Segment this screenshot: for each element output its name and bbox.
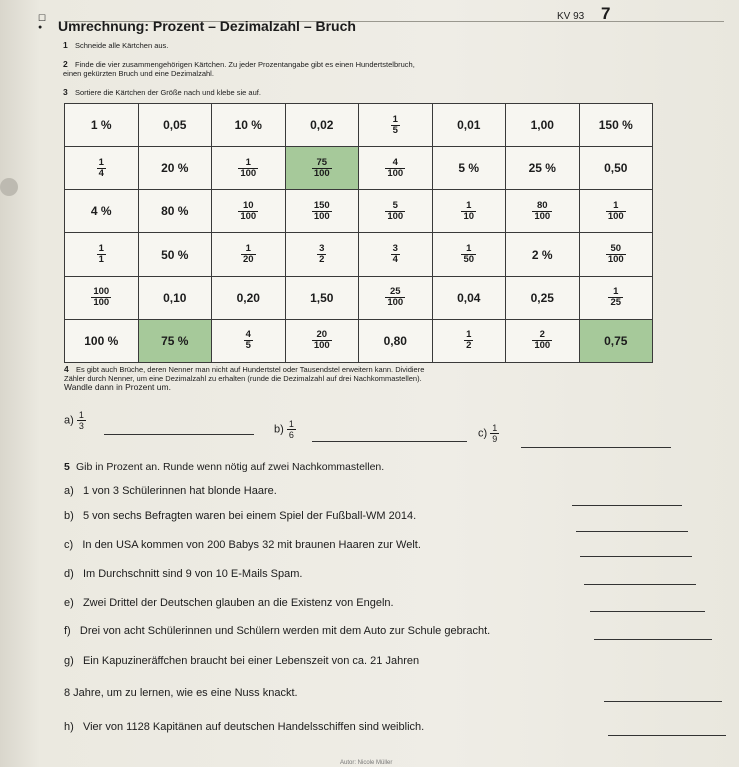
numerator: 1 bbox=[466, 329, 472, 341]
fraction bbox=[385, 201, 405, 222]
card-cell[interactable]: 1,00 bbox=[506, 104, 580, 147]
card-cell[interactable] bbox=[65, 276, 139, 319]
card-cell[interactable]: 10 % bbox=[212, 104, 286, 147]
task4-item-b: b) $\frac{1}{6}$ bbox=[274, 419, 294, 440]
denominator: 100 bbox=[387, 297, 404, 309]
numerator: 10 bbox=[242, 199, 254, 211]
card-table bbox=[64, 103, 653, 363]
fraction bbox=[461, 244, 476, 265]
card-row bbox=[65, 190, 653, 233]
numerator: 4 bbox=[245, 329, 251, 341]
numerator: 100 bbox=[93, 286, 110, 298]
numerator: 75 bbox=[316, 156, 328, 168]
card-cell[interactable] bbox=[432, 319, 506, 362]
denominator: 4 bbox=[392, 254, 398, 266]
task5-item-e: e) Zwei Drittel der Deutschen glauben an die Existenz von Engeln. bbox=[64, 597, 394, 609]
denominator: 100 bbox=[607, 210, 624, 222]
task5-item-d: d) Im Durchschnitt sind 9 von 10 E-Mails Spam. bbox=[64, 568, 303, 580]
answer-line-5g[interactable] bbox=[604, 701, 722, 702]
card-cell[interactable]: 150 % bbox=[579, 104, 653, 147]
card-cell[interactable]: 0,75 bbox=[579, 319, 653, 362]
task-5: 5 Gib in Prozent an. Runde wenn nötig auf zwei Nachkommastellen. bbox=[64, 461, 385, 473]
answer-line-5e[interactable] bbox=[590, 611, 705, 612]
numerator: 20 bbox=[316, 329, 328, 341]
denominator: 100 bbox=[313, 210, 330, 222]
card-cell[interactable]: 0,50 bbox=[579, 147, 653, 190]
card-cell[interactable]: 0,80 bbox=[359, 319, 433, 362]
card-cell[interactable]: 25 % bbox=[506, 147, 580, 190]
answer-line-5b[interactable] bbox=[576, 531, 688, 532]
denominator: 100 bbox=[240, 210, 257, 222]
marker-icon: ☐ bbox=[38, 13, 47, 23]
task5-item-g: g) Ein Kapuzineräffchen braucht bei einer Lebenszeit von ca. 21 Jahren bbox=[64, 655, 420, 667]
numerator: 1 bbox=[98, 243, 104, 255]
card-cell[interactable] bbox=[65, 233, 139, 276]
denominator: 100 bbox=[387, 167, 404, 179]
page-title: Umrechnung: Prozent – Dezimalzahl – Bruch bbox=[58, 18, 356, 34]
task-4: 4 Es gibt auch Brüche, deren Nenner man nicht auf Hundertstel oder Tausendstel erweitern kann. Dividiere Zähler durch Nenner, um eine Dezimalzahl zu erhalten (runde die Dezimalzahl auf drei Nachkommastellen). Wandle dann in Prozent um. bbox=[64, 364, 425, 392]
denominator: 5 bbox=[392, 124, 398, 136]
denominator: 20 bbox=[242, 254, 254, 266]
numerator: 4 bbox=[392, 156, 398, 168]
fraction bbox=[91, 287, 111, 308]
fraction bbox=[244, 330, 253, 351]
card-row bbox=[65, 319, 653, 362]
fraction bbox=[606, 201, 626, 222]
card-cell[interactable]: 4 % bbox=[65, 190, 139, 233]
numerator: 50 bbox=[610, 243, 622, 255]
card-cell[interactable]: 0,02 bbox=[285, 104, 359, 147]
card-cell[interactable] bbox=[579, 233, 653, 276]
denominator: 100 bbox=[93, 297, 110, 309]
fraction bbox=[312, 330, 332, 351]
fraction bbox=[385, 158, 405, 179]
card-cell[interactable]: 0,05 bbox=[138, 104, 212, 147]
card-cell[interactable]: 0,10 bbox=[138, 276, 212, 319]
card-cell[interactable] bbox=[285, 147, 359, 190]
denominator: 100 bbox=[387, 210, 404, 222]
fraction bbox=[312, 201, 332, 222]
denominator: 5 bbox=[245, 340, 251, 352]
fraction bbox=[608, 287, 623, 308]
author-credit: Autor: Nicole Müller bbox=[340, 760, 393, 766]
numerator: 150 bbox=[313, 199, 330, 211]
denominator: 100 bbox=[607, 254, 624, 266]
answer-line-4a[interactable] bbox=[104, 434, 254, 435]
answer-line-5d[interactable] bbox=[584, 584, 696, 585]
numerator: 5 bbox=[392, 199, 398, 211]
denominator: 25 bbox=[610, 297, 622, 309]
card-cell[interactable]: 5 % bbox=[432, 147, 506, 190]
card-cell[interactable] bbox=[579, 276, 653, 319]
answer-line-4c[interactable] bbox=[521, 447, 671, 448]
answer-line-5c[interactable] bbox=[580, 556, 692, 557]
card-cell[interactable]: 1,50 bbox=[285, 276, 359, 319]
card-cell[interactable]: 100 % bbox=[65, 319, 139, 362]
card-cell[interactable]: 2 % bbox=[506, 233, 580, 276]
card-row bbox=[65, 104, 653, 147]
card-cell[interactable]: 0,20 bbox=[212, 276, 286, 319]
numerator: 25 bbox=[389, 286, 401, 298]
card-cell[interactable] bbox=[212, 147, 286, 190]
card-cell[interactable] bbox=[212, 233, 286, 276]
task-1: 1 Schneide alle Kärtchen aus. bbox=[63, 40, 169, 50]
fraction bbox=[385, 287, 405, 308]
card-cell[interactable]: 80 % bbox=[138, 190, 212, 233]
fraction bbox=[532, 330, 552, 351]
task5-item-g-continued: 8 Jahre, um zu lernen, wie es eine Nuss knackt. bbox=[64, 687, 298, 699]
card-cell[interactable] bbox=[285, 190, 359, 233]
answer-line-5a[interactable] bbox=[572, 505, 682, 506]
kv-label: KV 93 bbox=[557, 11, 585, 22]
task4-item-c: c) $\frac{1}{9}$ bbox=[478, 423, 498, 444]
fraction bbox=[312, 158, 332, 179]
card-cell[interactable]: 1 % bbox=[65, 104, 139, 147]
fraction bbox=[532, 201, 552, 222]
task5-item-b: b) 5 von sechs Befragten waren bei einem Spiel der Fußball-WM 2014. bbox=[64, 510, 417, 522]
task5-item-c: c) In den USA kommen von 200 Babys 32 mit braunen Haaren zur Welt. bbox=[64, 539, 421, 551]
fraction bbox=[238, 201, 258, 222]
numerator: 1 bbox=[392, 113, 398, 125]
denominator: 4 bbox=[98, 167, 104, 179]
card-cell[interactable] bbox=[359, 104, 433, 147]
answer-line-5f[interactable] bbox=[594, 639, 712, 640]
numerator: 1 bbox=[245, 243, 251, 255]
numerator: 1 bbox=[98, 156, 104, 168]
denominator: 100 bbox=[313, 340, 330, 352]
fraction bbox=[97, 244, 106, 265]
numerator: 1 bbox=[466, 243, 472, 255]
card-cell[interactable] bbox=[359, 276, 433, 319]
card-cell[interactable] bbox=[432, 233, 506, 276]
card-cell[interactable] bbox=[65, 147, 139, 190]
fraction bbox=[606, 244, 626, 265]
card-cell[interactable] bbox=[359, 233, 433, 276]
fraction bbox=[391, 244, 400, 265]
numerator: 1 bbox=[613, 286, 619, 298]
answer-line-4b[interactable] bbox=[312, 441, 467, 442]
task5-item-f: f) Drei von acht Schülerinnen und Schülern werden mit dem Auto zur Schule gebracht. bbox=[64, 625, 491, 637]
card-cell[interactable] bbox=[359, 147, 433, 190]
card-cell[interactable] bbox=[212, 190, 286, 233]
numerator: 80 bbox=[536, 199, 548, 211]
answer-line-5h[interactable] bbox=[608, 735, 726, 736]
card-cell[interactable] bbox=[579, 190, 653, 233]
dot-icon: ● bbox=[38, 24, 43, 31]
numerator: 1 bbox=[245, 156, 251, 168]
fraction bbox=[97, 158, 106, 179]
denominator: 50 bbox=[463, 254, 475, 266]
fraction bbox=[317, 244, 326, 265]
card-row bbox=[65, 147, 653, 190]
card-cell[interactable]: 20 % bbox=[138, 147, 212, 190]
card-row bbox=[65, 276, 653, 319]
denominator: 100 bbox=[313, 167, 330, 179]
numerator: 1 bbox=[466, 199, 472, 211]
numerator: 2 bbox=[539, 329, 545, 341]
denominator: 10 bbox=[463, 210, 475, 222]
fraction bbox=[461, 201, 476, 222]
card-cell[interactable]: 50 % bbox=[138, 233, 212, 276]
card-cell[interactable] bbox=[212, 319, 286, 362]
task-3: 3 Sortiere die Kärtchen der Größe nach und klebe sie auf. bbox=[63, 87, 261, 97]
task5-item-h: h) Vier von 1128 Kapitänen auf deutschen Handelsschiffen sind weiblich. bbox=[64, 721, 425, 733]
fraction bbox=[238, 158, 258, 179]
denominator: 100 bbox=[534, 340, 551, 352]
card-cell[interactable] bbox=[506, 319, 580, 362]
card-cell[interactable] bbox=[506, 190, 580, 233]
card-row bbox=[65, 233, 653, 276]
denominator: 100 bbox=[240, 167, 257, 179]
fraction bbox=[241, 244, 256, 265]
numerator: 1 bbox=[613, 199, 619, 211]
card-cell[interactable]: 0,01 bbox=[432, 104, 506, 147]
card-cell[interactable] bbox=[285, 233, 359, 276]
card-cell[interactable]: 75 % bbox=[138, 319, 212, 362]
numerator: 3 bbox=[392, 243, 398, 255]
fraction bbox=[464, 330, 473, 351]
card-cell[interactable] bbox=[432, 190, 506, 233]
task4-item-a: a) $\frac{1}{3}$ bbox=[64, 410, 84, 431]
task-2: 2 Finde die vier zusammengehörigen Kärtchen. Zu jeder Prozentangabe gibt es einen Hundertstelbruch, einen gekürzten Bruch und eine Dezimalzahl. bbox=[63, 59, 415, 78]
card-cell[interactable] bbox=[359, 190, 433, 233]
fraction bbox=[391, 115, 400, 136]
numerator: 3 bbox=[319, 243, 325, 255]
page-number: 7 bbox=[601, 4, 611, 23]
denominator: 1 bbox=[98, 254, 104, 266]
card-cell[interactable]: 0,04 bbox=[432, 276, 506, 319]
denominator: 2 bbox=[466, 340, 472, 352]
punch-hole bbox=[0, 178, 18, 196]
denominator: 2 bbox=[319, 254, 325, 266]
denominator: 100 bbox=[534, 210, 551, 222]
task5-item-a: a) 1 von 3 Schülerinnen hat blonde Haare. bbox=[64, 485, 277, 497]
card-cell[interactable] bbox=[285, 319, 359, 362]
card-cell[interactable]: 0,25 bbox=[506, 276, 580, 319]
